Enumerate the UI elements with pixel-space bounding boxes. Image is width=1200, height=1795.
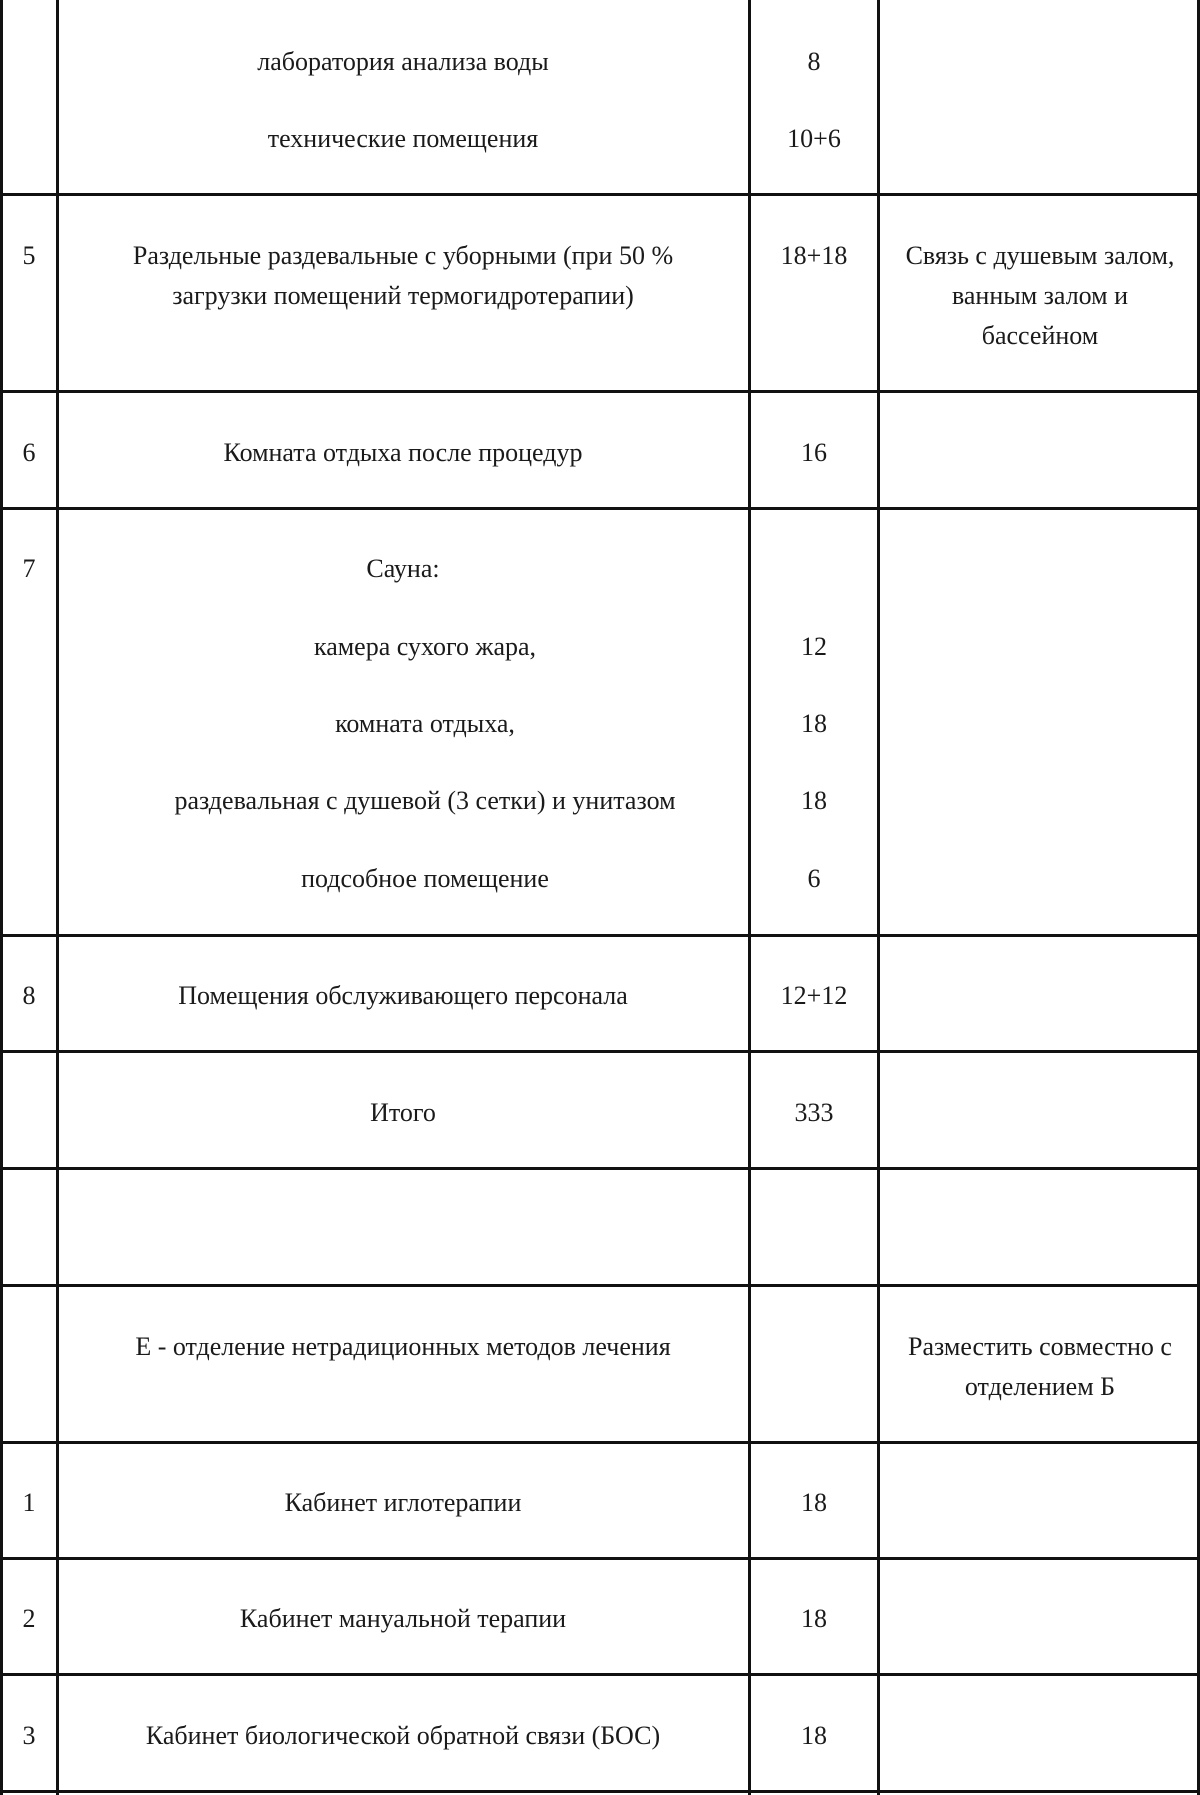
sub-item-name: камера сухого жара,	[313, 632, 537, 661]
item-area: 12+12	[780, 981, 848, 1010]
item-name: технические помещения	[267, 124, 539, 153]
sub-item-name: комната отдыха,	[335, 709, 515, 738]
row-number: 3	[22, 1721, 36, 1750]
row-divider	[0, 193, 1200, 196]
item-area: 18	[801, 1721, 827, 1750]
row-divider	[0, 1557, 1200, 1560]
sub-item-name: подсобное помещение	[301, 864, 549, 893]
item-name: Кабинет мануальной терапии	[239, 1604, 567, 1633]
item-name: лаборатория анализа воды	[257, 47, 549, 76]
row-divider	[0, 1441, 1200, 1444]
sub-item-area: 18	[801, 709, 827, 738]
row-number: 8	[22, 981, 36, 1010]
item-name: Сауна:	[366, 554, 440, 583]
item-name: Кабинет иглотерапии	[284, 1488, 522, 1517]
row-number: 7	[22, 554, 36, 583]
section-note: отделением Б	[964, 1372, 1116, 1401]
sub-item-area: 6	[807, 864, 821, 893]
row-divider	[0, 507, 1200, 510]
row-divider	[0, 934, 1200, 937]
sub-item-area: 12	[801, 632, 827, 661]
row-divider	[0, 390, 1200, 393]
sub-item-area: 18	[801, 786, 827, 815]
item-name: Помещения обслуживающего персонала	[178, 981, 628, 1010]
item-name: Кабинет биологической обратной связи (БОС)	[145, 1721, 661, 1750]
row-number: 2	[22, 1604, 36, 1633]
section-title: Е - отделение нетрадиционных методов лечения	[135, 1332, 671, 1361]
row-number: 5	[22, 241, 36, 270]
item-name: загрузки помещений термогидротерапии)	[172, 281, 634, 310]
row-divider	[0, 1284, 1200, 1287]
item-area: 18+18	[780, 241, 848, 270]
table-border-bottom	[0, 1790, 1200, 1793]
item-area: 10+6	[787, 124, 841, 153]
row-number: 1	[22, 1488, 36, 1517]
item-note: ванным залом и	[951, 281, 1129, 310]
item-name: Комната отдыха после процедур	[223, 438, 583, 467]
item-name: Раздельные раздевальные с уборными (при 50 %	[132, 241, 674, 270]
total-label: Итого	[370, 1098, 436, 1127]
item-note: Связь с душевым залом,	[905, 241, 1175, 270]
row-divider	[0, 1167, 1200, 1170]
sub-item-name: раздевальная с душевой (3 сетки) и унитазом	[174, 786, 676, 815]
item-area: 18	[801, 1488, 827, 1517]
item-area: 8	[807, 47, 821, 76]
total-area: 333	[794, 1098, 834, 1127]
item-area: 16	[801, 438, 827, 467]
row-number: 6	[22, 438, 36, 467]
row-divider	[0, 1050, 1200, 1053]
section-note: Разместить совместно с	[908, 1332, 1172, 1361]
item-note: бассейном	[981, 321, 1099, 350]
item-area: 18	[801, 1604, 827, 1633]
row-divider	[0, 1673, 1200, 1676]
